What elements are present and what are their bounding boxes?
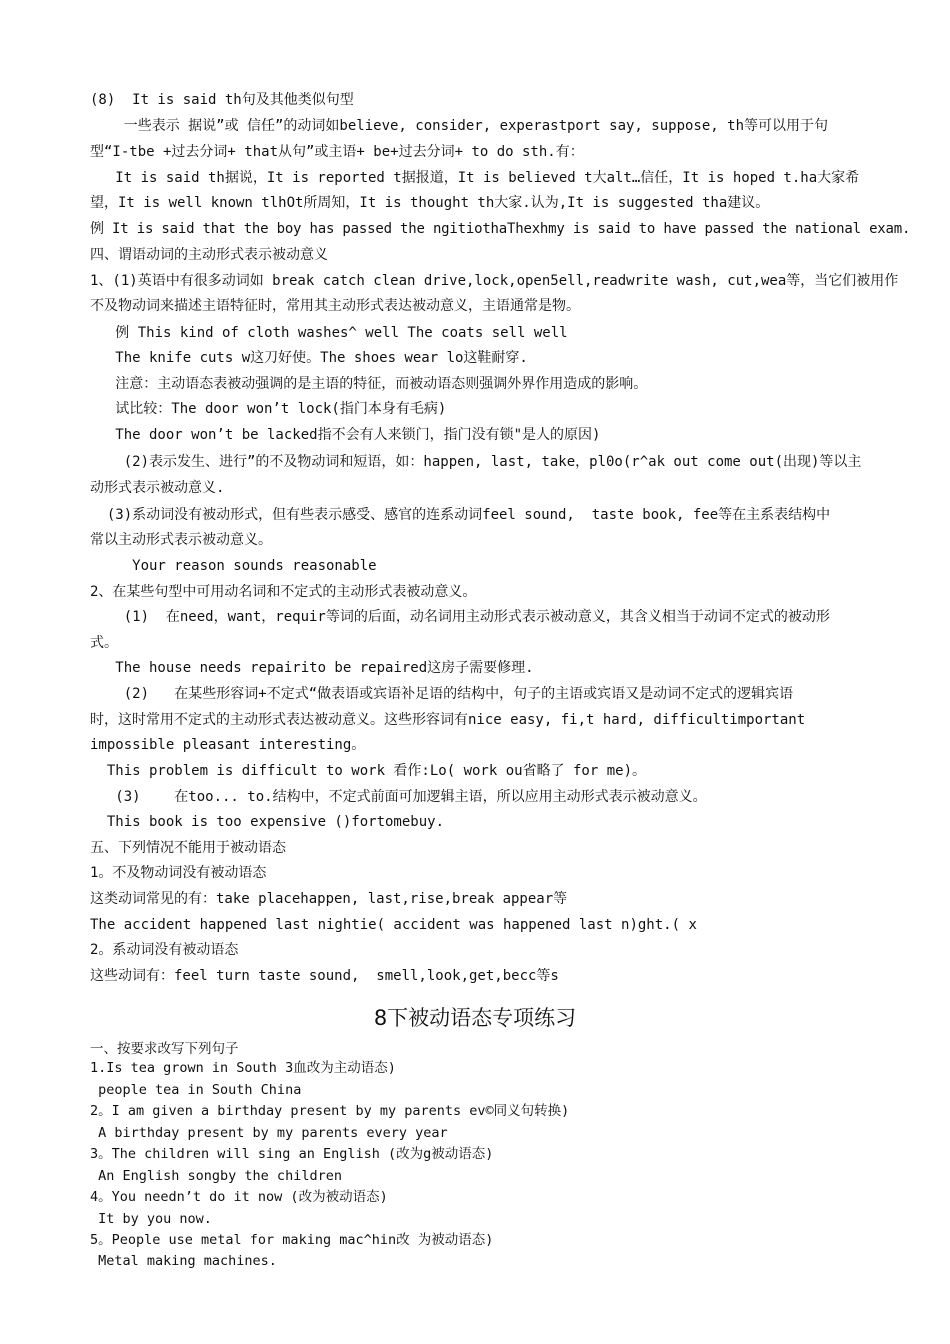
paragraph-line: 1。不及物动词没有被动语态 [90, 865, 267, 881]
paragraph-line: 这类动词常见的有：take placehappen, last,rise,break appear等 [90, 891, 568, 907]
example-line: This book is too expensive ()fortomebuy. [90, 814, 445, 830]
paragraph-line: 2、在某些句型中可用动名词和不定式的主动形式表被动意义。 [90, 584, 477, 600]
exercise-answer: It by you now. [90, 1211, 212, 1227]
paragraph-line: (3) 在too... to.结构中，不定式前面可加逻辑主语，所以应用主动形式表示被动意义。 [90, 789, 707, 805]
example-line: 例 This kind of cloth washes^ well The coats sell well [90, 325, 568, 341]
example-line: The house needs repairito be repaired这房子需要修理. [90, 660, 534, 676]
paragraph-line: impossible pleasant interesting。 [90, 737, 366, 753]
exercise-question: 3。The children will sing an English (改为g被动语态) [90, 1146, 494, 1162]
paragraph-line: 一些表示 据说”或 信任”的动词如believe, consider, experastport say, suppose, th等可以用于句 [90, 118, 829, 134]
paragraph-line: 望，It is well known tlhOt所周知，It is thought th大家.认为,It is suggested tha建议。 [90, 195, 770, 211]
paragraph-line: (3)系动词没有被动形式，但有些表示感受、感官的连系动词feel sound, taste book, fee等在主系表结构中 [90, 507, 831, 523]
paragraph-line: 常以主动形式表示被动意义。 [90, 532, 272, 548]
paragraph-line: 这些动词有：feel turn taste sound, smell,look,get,becc等s [90, 968, 559, 984]
exercise-answer: Metal making machines. [90, 1253, 277, 1269]
paragraph-line: (1) 在need，want，requir等词的后面，动名词用主动形式表示被动意义，其含义相当于动词不定式的被动形 [90, 609, 830, 625]
paragraph-line: 2。系动词没有被动语态 [90, 942, 239, 958]
heading-8-it-is-said: (8) It is said th句及其他类似句型 [90, 92, 354, 108]
note-line: 注意：主动语态表被动强调的是主语的特征，而被动语态则强调外界作用造成的影响。 [90, 376, 648, 392]
exercise-answer: A birthday present by my parents every year [90, 1125, 448, 1141]
example-line: 例 It is said that the boy has passed the ngitiothaThexhmy is said to have passed the national exam. [90, 221, 911, 237]
paragraph-line: 型“I-tbe +过去分词+ that从句”或主语+ be+过去分词+ to do sth.有： [90, 144, 584, 160]
example-line: Your reason sounds reasonable [90, 558, 377, 574]
compare-line: 试比较：The door won’t lock(指门本身有毛病) [90, 401, 447, 417]
exercise-heading: 一、按要求改写下列句子 [90, 1041, 239, 1057]
exercise-question: 2。I am given a birthday present by my parents ev©同义句转换) [90, 1103, 570, 1119]
paragraph-line: 不及物动词来描述主语特征时，常用其主动形式表达被动意义，主语通常是物。 [90, 298, 580, 314]
paragraph-line: It is said th据说，It is reported t据报道，It is believed t大alt…信任，It is hoped t.ha大家希 [90, 170, 860, 186]
exercise-question: 4。You needn’t do it now (改为被动语态) [90, 1189, 388, 1205]
paragraph-line: 1、(1)英语中有很多动词如 break catch clean drive,lock,open5ell,readwrite wash, cut,wea等，当它们被用作 [90, 273, 899, 289]
exercise-question: 5。People use metal for making mac^hin改 为被动语态) [90, 1232, 494, 1248]
section-title: 8下被动语态专项练习 [373, 1006, 577, 1030]
compare-line: The door won’t be lacked指不会有人来锁门，指门没有锁"是人的原因) [90, 427, 601, 443]
exercise-answer: An English songby the children [90, 1168, 342, 1184]
paragraph-line: 动形式表示被动意义. [90, 480, 225, 496]
paragraph-line: (2)表示发生、进行”的不及物动词和短语，如：happen, last, take，pl0o(r^ak out come out(出现)等以主 [90, 454, 862, 470]
exercise-question: 1.Is tea grown in South 3血改为主动语态) [90, 1060, 396, 1076]
exercise-answer: people tea in South China [90, 1082, 302, 1098]
section-heading-4: 四、谓语动词的主动形式表示被动意义 [90, 247, 328, 263]
example-line: The knife cuts w这刀好使。The shoes wear lo这鞋耐穿. [90, 350, 528, 366]
example-line: This problem is difficult to work 看作:Lo( work ou省略了 for me)。 [90, 763, 647, 779]
section-heading-5: 五、下列情况不能用于被动语态 [90, 840, 286, 856]
paragraph-line: 时，这时常用不定式的主动形式表达被动意义。这些形容词有nice easy, fi,t hard, difficultimportant [90, 712, 806, 728]
example-line: The accident happened last nightie( accident was happened last n)ght.( x [90, 917, 697, 933]
paragraph-line: 式。 [90, 635, 118, 651]
paragraph-line: (2) 在某些形容词+不定式“做表语或宾语补足语的结构中，句子的主语或宾语又是动词不定式的逻辑宾语 [90, 686, 794, 702]
